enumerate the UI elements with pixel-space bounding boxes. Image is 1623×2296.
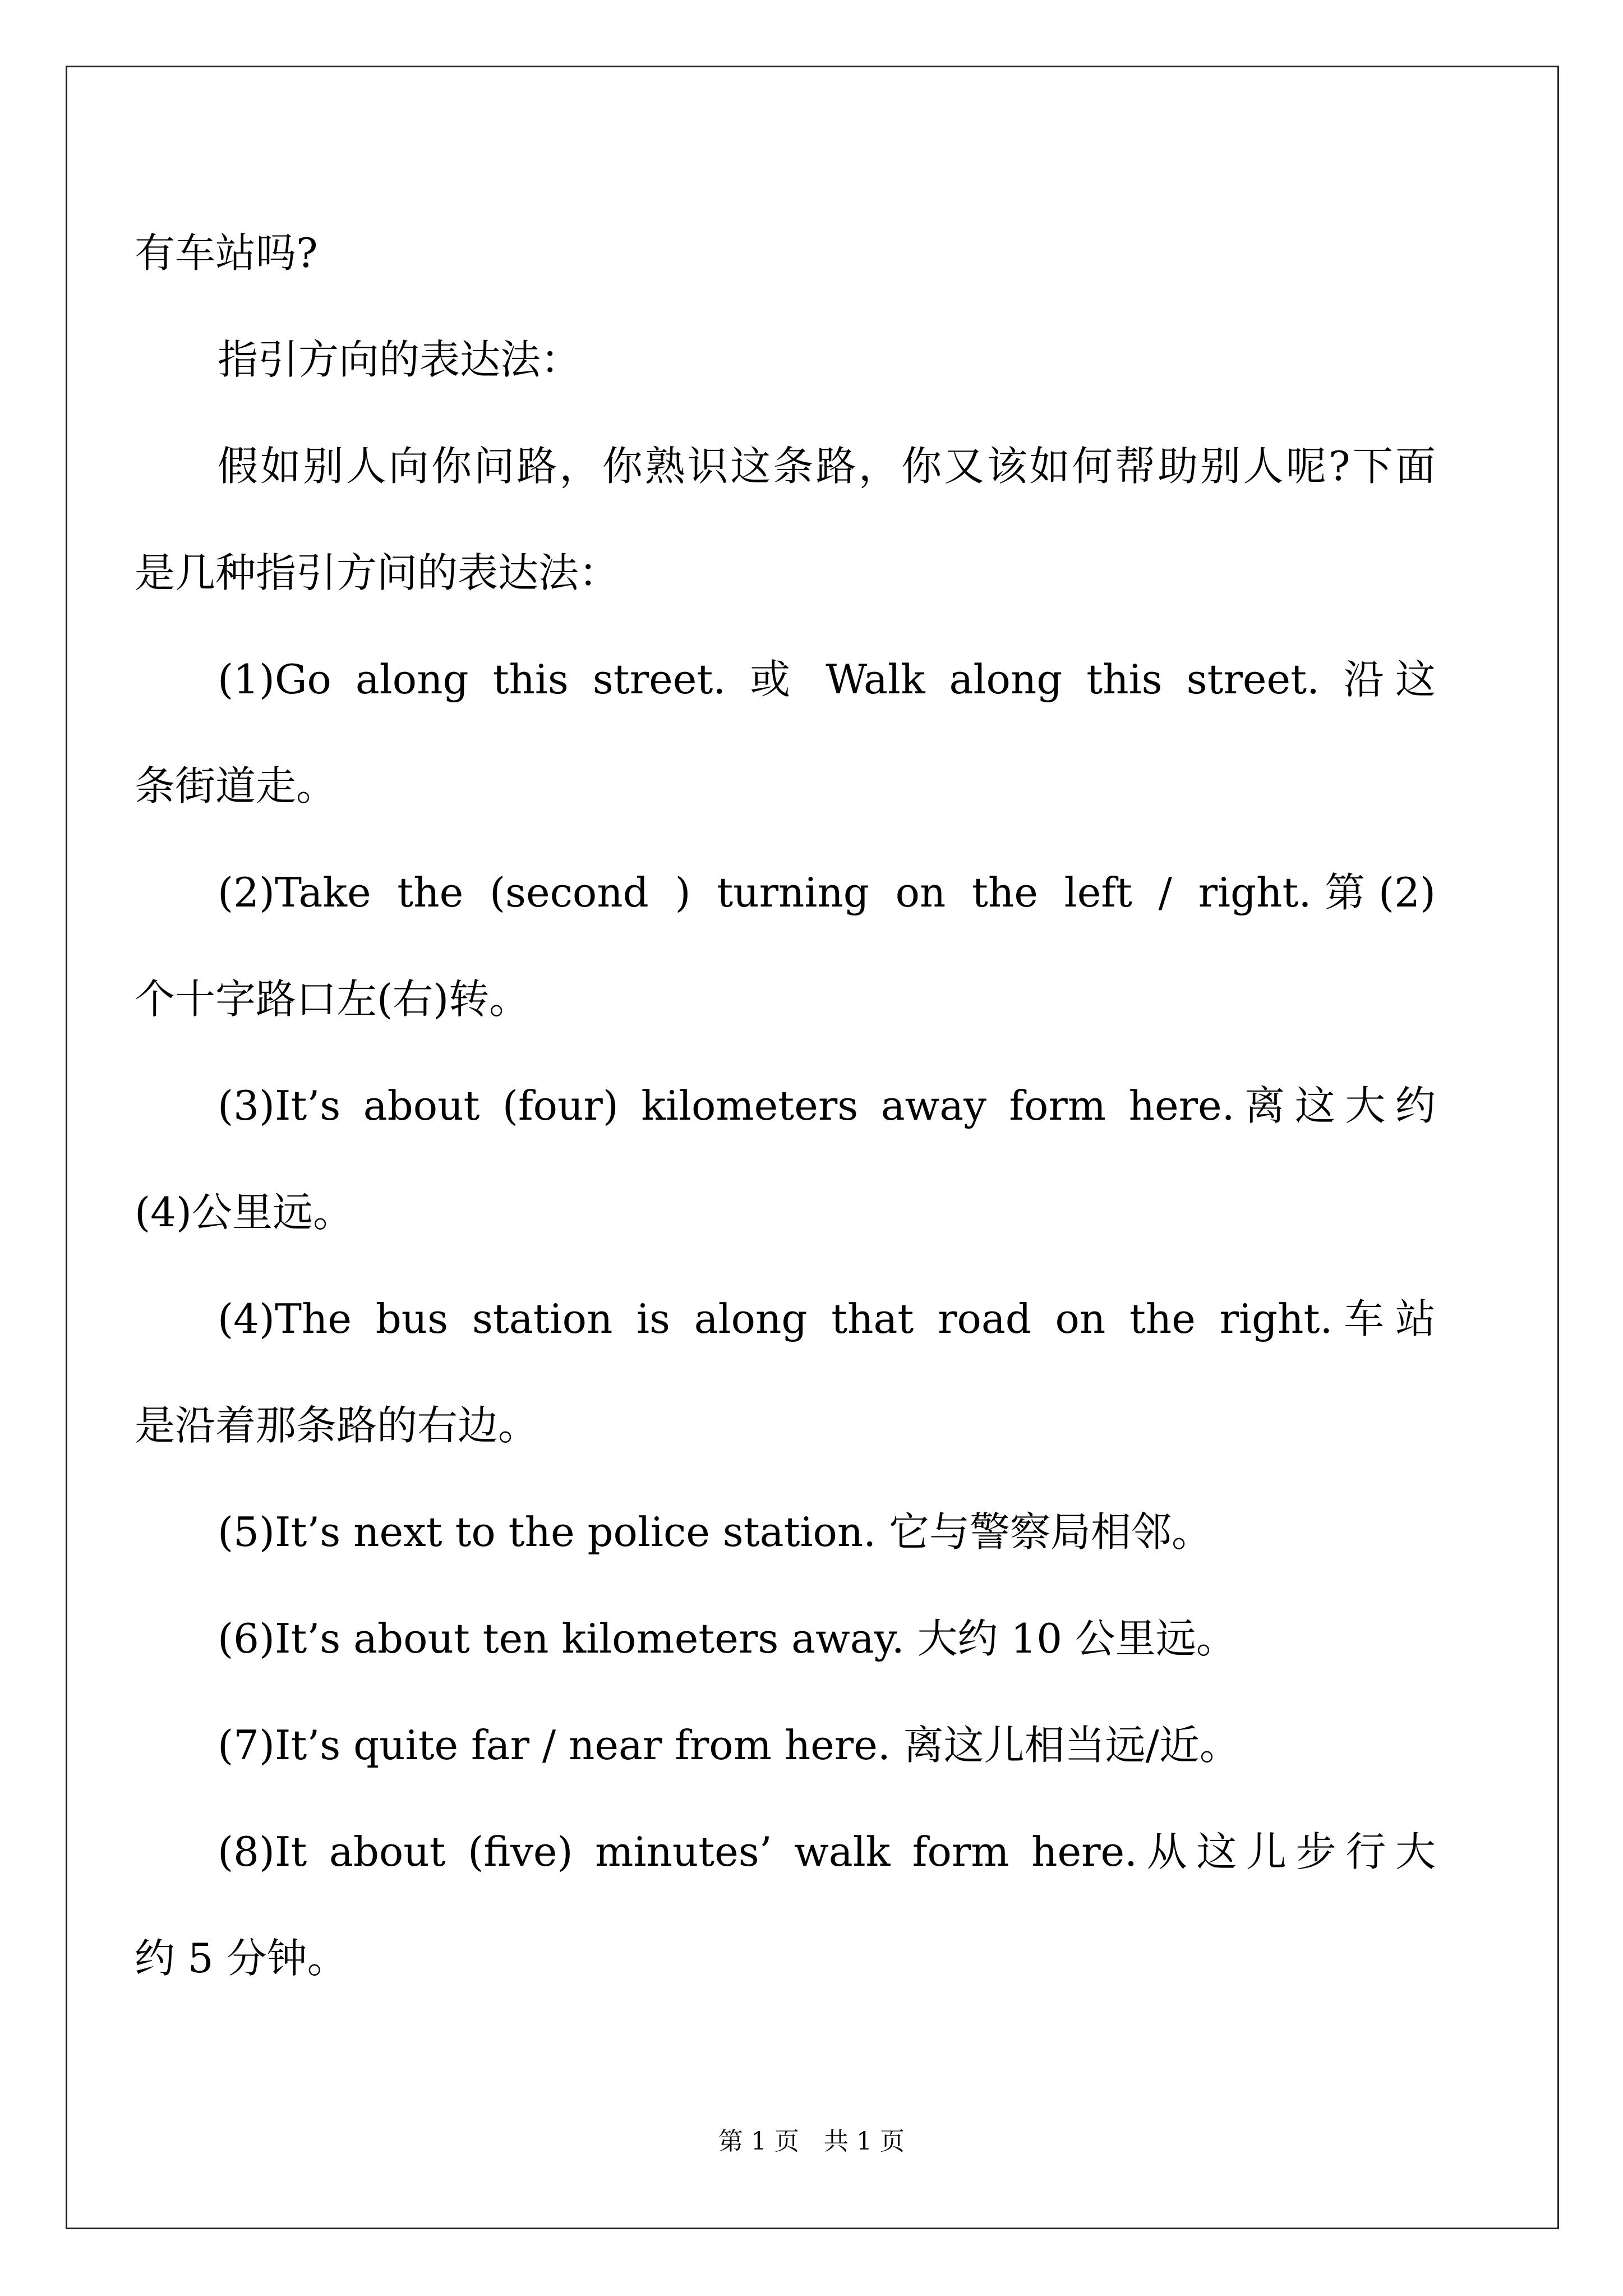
text-line: (4)The bus station is along that road on the right.车站 — [218, 1295, 1436, 1342]
page-border — [66, 66, 1559, 2229]
text-line: 约 5 分钟。 — [135, 1935, 348, 1982]
page-number-footer: 第 1 页 共 1 页 — [718, 2127, 905, 2156]
text-line: 假如别人向你问路，你熟识这条路，你又该如何帮助别人呢?下面 — [218, 443, 1436, 490]
text-line: (6)It’s about ten kilometers away. 大约 10 公里远。 — [218, 1615, 1237, 1662]
text-line: 是沿着那条路的右边。 — [135, 1402, 539, 1449]
text-line: (4)公里远。 — [135, 1189, 353, 1236]
text-line: 指引方向的表达法： — [218, 336, 582, 383]
text-line: (7)It’s quite far / near from here. 离这儿相当远/近。 — [218, 1722, 1240, 1769]
text-line: (1)Go along this street. 或 Walk along this street. 沿这 — [218, 656, 1436, 703]
text-line: (8)It about (five) minutes’ walk form here.从这儿步行大 — [218, 1828, 1436, 1875]
text-line: 是几种指引方问的表达法： — [135, 549, 620, 596]
text-line: 条街道走。 — [135, 762, 337, 809]
text-line: 有车站吗? — [135, 229, 318, 277]
text-line: (2)Take the (second ) turning on the left / right.第(2) — [218, 869, 1436, 916]
text-line: 个十字路口左(右)转。 — [135, 976, 530, 1023]
text-line: (3)It’s about (four) kilometers away form here.离这大约 — [218, 1082, 1436, 1129]
text-line: (5)It’s next to the police station. 它与警察局相邻。 — [218, 1508, 1212, 1556]
